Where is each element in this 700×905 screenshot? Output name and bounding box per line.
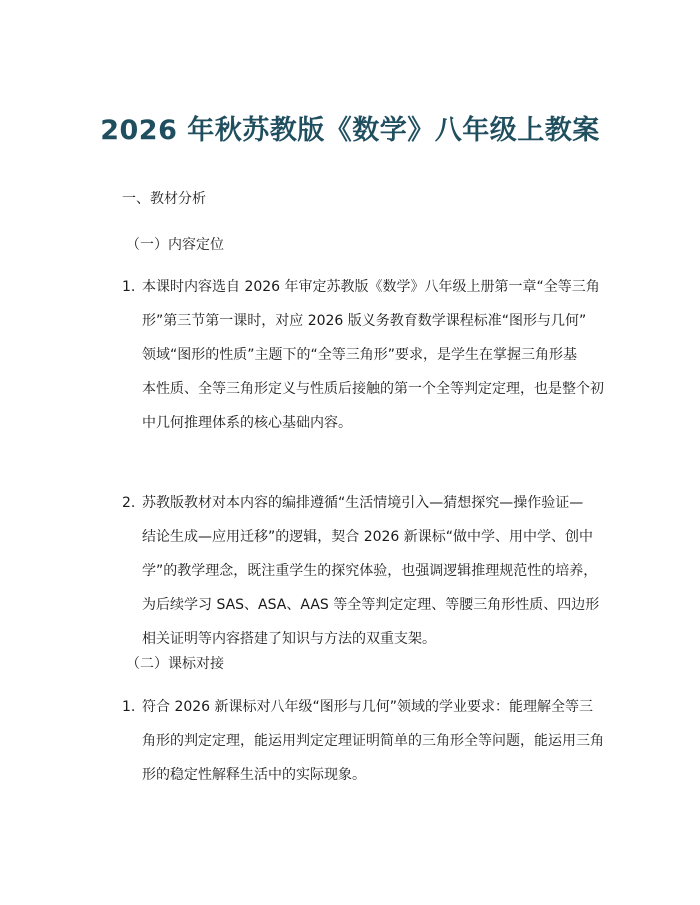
paragraph-line: 形的稳定性解释生活中的实际现象。: [142, 767, 366, 783]
paragraph-line: 学”的教学理念，既注重学生的探究体验，也强调逻辑推理规范性的培养，: [142, 563, 598, 579]
list-item: [118, 690, 606, 792]
paragraph-line: 相关证明等内容搭建了知识与方法的双重支架。: [142, 631, 436, 647]
paragraph-line: 结论生成—应用迁移”的逻辑，契合 2026 新课标“做中学、用中学、创中: [142, 529, 594, 545]
paragraph-line: 为后续学习 SAS、ASA、AAS 等全等判定定理、等腰三角形性质、四边形: [142, 597, 600, 613]
paragraph-line: 本课时内容选自 2026 年审定苏教版《数学》八年级上册第一章“全等三角: [142, 279, 600, 295]
subsection-heading-content-positioning: （一）内容定位: [126, 237, 224, 253]
paragraph-line: 角形的判定定理，能运用判定定理证明简单的三角形全等问题，能运用三角: [142, 733, 604, 749]
list-item: [118, 270, 606, 440]
subsection-heading-curriculum-alignment: （二）课标对接: [126, 656, 224, 672]
list-item: [118, 486, 606, 656]
paragraph-line: 形”第三节第一课时，对应 2026 版义务教育数学课程标准“图形与几何”: [142, 313, 587, 329]
paragraph-line: 本性质、全等三角形定义与性质后接触的第一个全等判定定理，也是整个初: [142, 381, 604, 397]
list-item-number: 2.: [122, 495, 136, 511]
list-item-number: 1.: [122, 279, 136, 295]
section-heading-teaching-analysis: 一、教材分析: [122, 191, 206, 207]
document-title: 2026 年秋苏教版《数学》八年级上教案: [100, 115, 600, 146]
paragraph-line: 符合 2026 新课标对八年级“图形与几何”领域的学业要求：能理解全等三: [142, 699, 594, 715]
paragraph-line: 中几何推理体系的核心基础内容。: [142, 415, 352, 431]
paragraph-line: 领域“图形的性质”主题下的“全等三角形”要求，是学生在掌握三角形基: [142, 347, 578, 363]
list-item-number: 1.: [122, 699, 136, 715]
paragraph-line: 苏教版教材对本内容的编排遵循“生活情境引入—猜想探究—操作验证—: [142, 495, 584, 511]
